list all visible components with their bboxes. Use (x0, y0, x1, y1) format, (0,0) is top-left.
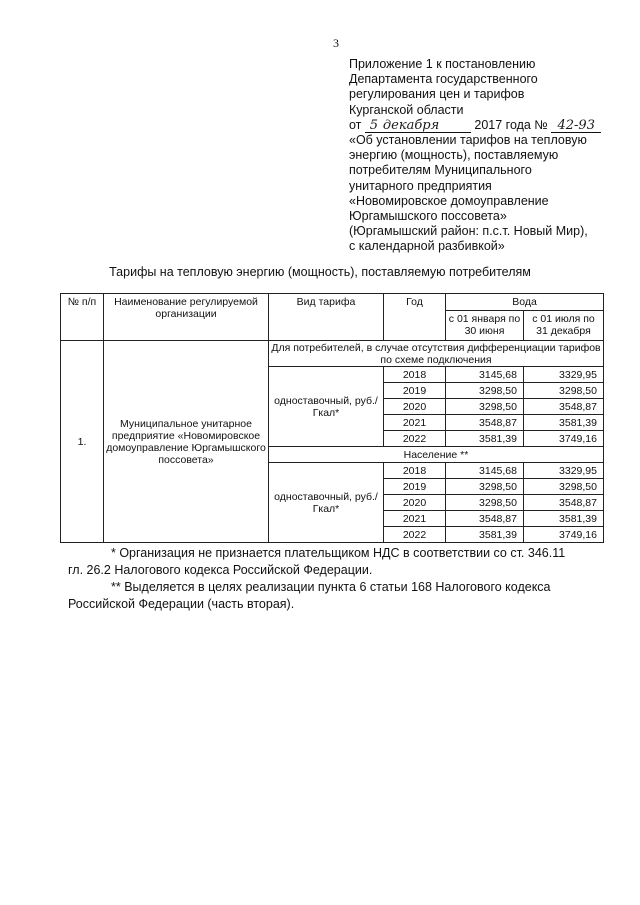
value-cell: 3298,50 (524, 479, 604, 495)
appendix-block (349, 57, 611, 255)
page-number: 3 (333, 36, 339, 50)
year-cell: 2019 (384, 383, 446, 399)
value-cell: 3749,16 (524, 527, 604, 543)
doc-number: 42-93 (551, 119, 601, 133)
value-cell: 3548,87 (446, 415, 524, 431)
header-org: Наименование регулируемой организации (104, 294, 269, 341)
value-cell: 3298,50 (524, 383, 604, 399)
value-cell: 3548,87 (446, 511, 524, 527)
year-cell: 2018 (384, 463, 446, 479)
subject-line: (Юргамышский район: п.с.т. Новый Мир), (349, 224, 588, 239)
value-cell: 3298,50 (446, 479, 524, 495)
footnote-2-cont: Российской Федерации (часть вторая). (68, 597, 295, 611)
group-title: Для потребителей, в случае отсутствия дифференциации тарифов по схеме подключения (269, 341, 604, 367)
date-prefix: от (349, 117, 362, 132)
date-suffix: 2017 года № (474, 117, 548, 132)
year-cell: 2021 (384, 511, 446, 527)
appendix-line: Приложение 1 к постановлению (349, 57, 536, 71)
appendix-line: Курганской области (349, 102, 464, 117)
value-cell: 3581,39 (446, 527, 524, 543)
appendix-line: Департамента государственного (349, 72, 538, 87)
header-num: № п/п (61, 294, 104, 341)
year-cell: 2022 (384, 431, 446, 447)
footnote-1: * Организация не признается плательщиком НДС в соответствии со ст. 346.11 (111, 546, 566, 560)
subject-line: потребителям Муниципального (349, 163, 532, 178)
date-line (349, 118, 611, 133)
value-cell: 3329,95 (524, 463, 604, 479)
value-cell: 3298,50 (446, 383, 524, 399)
header-tariff-type: Вид тарифа (269, 294, 384, 341)
tariff-type: одноставочный, руб./Гкал* (269, 463, 384, 543)
subject-line: Юргамышского поссовета» (349, 209, 507, 224)
value-cell: 3298,50 (446, 399, 524, 415)
value-cell: 3581,39 (524, 511, 604, 527)
table-title: Тарифы на тепловую энергию (мощность), поставляемую потребителям (109, 265, 531, 279)
value-cell: 3145,68 (446, 367, 524, 383)
footnote-2: ** Выделяется в целях реализации пункта 6 статьи 168 Налогового кодекса (111, 580, 551, 594)
subject-line: «Новомировское домоуправление (349, 193, 549, 208)
value-cell: 3581,39 (524, 415, 604, 431)
subject-line: энергию (мощность), поставляемую (349, 148, 559, 163)
value-cell: 3749,16 (524, 431, 604, 447)
year-cell: 2018 (384, 367, 446, 383)
value-cell: 3329,95 (524, 367, 604, 383)
tariff-table (60, 293, 604, 543)
subject-line: с календарной разбивкой» (349, 239, 505, 254)
value-cell: 3298,50 (446, 495, 524, 511)
tariff-type: одноставочный, руб./Гкал* (269, 367, 384, 447)
appendix-line: регулирования цен и тарифов (349, 87, 525, 102)
date-month: декабря (383, 119, 471, 133)
header-year: Год (384, 294, 446, 341)
group-title: Население ** (269, 447, 604, 463)
value-cell: 3548,87 (524, 399, 604, 415)
organization-name: Муниципальное унитарное предприятие «Новомировское домоуправление Юргамышского поссовета» (104, 341, 269, 543)
footnote-1-cont: гл. 26.2 Налогового кодекса Российской Федерации. (68, 563, 373, 577)
subject-line: «Об установлении тарифов на тепловую (349, 133, 587, 148)
year-cell: 2022 (384, 527, 446, 543)
subject-line: унитарного предприятия (349, 178, 492, 193)
header-period-2: с 01 июля по 31 декабря (524, 311, 604, 341)
year-cell: 2021 (384, 415, 446, 431)
value-cell: 3548,87 (524, 495, 604, 511)
row-number: 1. (61, 341, 104, 543)
date-day: 5 (365, 119, 383, 133)
value-cell: 3581,39 (446, 431, 524, 447)
footnotes (68, 545, 605, 613)
year-cell: 2020 (384, 495, 446, 511)
header-water: Вода (446, 294, 604, 311)
year-cell: 2019 (384, 479, 446, 495)
year-cell: 2020 (384, 399, 446, 415)
header-period-1: с 01 января по 30 июня (446, 311, 524, 341)
value-cell: 3145,68 (446, 463, 524, 479)
